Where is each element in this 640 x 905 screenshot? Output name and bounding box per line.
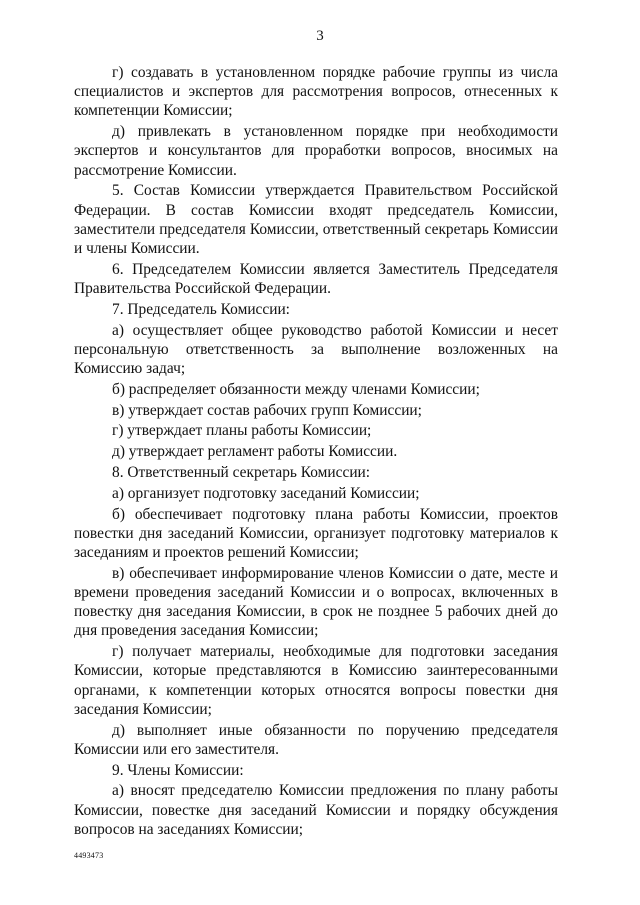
paragraph-7-chairman-heading: 7. Председатель Комиссии:: [112, 300, 290, 318]
paragraph-7v-approve-groups: в) утверждает состав рабочих групп Комиссии;: [112, 401, 422, 419]
paragraph-6-chairman: 6. Председателем Комиссии является Заместитель Председателя Правительства Российской Федерации.: [74, 260, 558, 298]
paragraph-7a-general-management: а) осуществляет общее руководство работой Комиссии и несет персональную ответственность за выполнение возложенных на Комиссию задач;: [74, 321, 558, 378]
paragraph-9a-submit-proposals: а) вносят председателю Комиссии предложения по плану работы Комиссии, повестке дня заседаний Комиссии и порядку обсуждения вопросов на заседаниях Комиссии;: [74, 782, 558, 838]
paragraph-8a-organize-meetings: а) организует подготовку заседаний Комиссии;: [112, 484, 420, 502]
paragraph-7b-distribute-duties: б) распределяет обязанности между членами Комиссии;: [112, 380, 480, 398]
paragraph-8g-receive-materials: г) получает материалы, необходимые для подготовки заседания Комиссии, которые представляются в Комиссию заинтересованными органами, к компетенции которых относятся вопросы повестки дня заседания Комиссии;: [74, 643, 558, 718]
paragraph-8-secretary-heading: 8. Ответственный секретарь Комиссии:: [112, 464, 371, 481]
paragraph-5-commission-composition: 5. Состав Комиссии утверждается Правительством Российской Федерации. В состав Комиссии входят председатель Комиссии, заместители председателя Комиссии, ответственный секретарь Комиссии и члены Комиссии.: [74, 182, 558, 258]
page-number: 3: [316, 28, 324, 44]
paragraph-d-involve-experts: д) привлекать в установленном порядке при необходимости экспертов и консультантов для проработки вопросов, вносимых на рассмотрение Комиссии.: [74, 123, 558, 179]
paragraph-8d-other-duties: д) выполняет иные обязанности по поручению председателя Комиссии или его заместителя.: [74, 721, 558, 758]
paragraph-8v-inform-members: в) обеспечивает информирование членов Комиссии о дате, месте и времени проведения заседаний Комиссии и о вопросах, включенных в повестку дня заседания Комиссии, в срок не позднее 5 рабочих дней до дня проведения заседания Комиссии;: [74, 564, 558, 640]
paragraph-7d-approve-regulations: д) утверждает регламент работы Комиссии.: [112, 443, 398, 461]
paragraph-g-create-working-groups: г) создавать в установленном порядке рабочие группы из числа специалистов и экспертов для рассмотрения вопросов, отнесенных к компетенции Комиссии;: [74, 64, 558, 120]
paragraph-8b-prepare-plan: б) обеспечивает подготовку плана работы Комиссии, проектов повестки дня заседаний Комиссии, организует подготовку материалов к заседаниям и проектов решений Комиссии;: [74, 505, 558, 561]
paragraph-7g-approve-plans: г) утверждает планы работы Комиссии;: [112, 422, 372, 440]
document-code: 4493473: [74, 851, 104, 860]
paragraph-9-members-heading: 9. Члены Комиссии:: [112, 761, 244, 779]
document-body: [74, 63, 558, 841]
